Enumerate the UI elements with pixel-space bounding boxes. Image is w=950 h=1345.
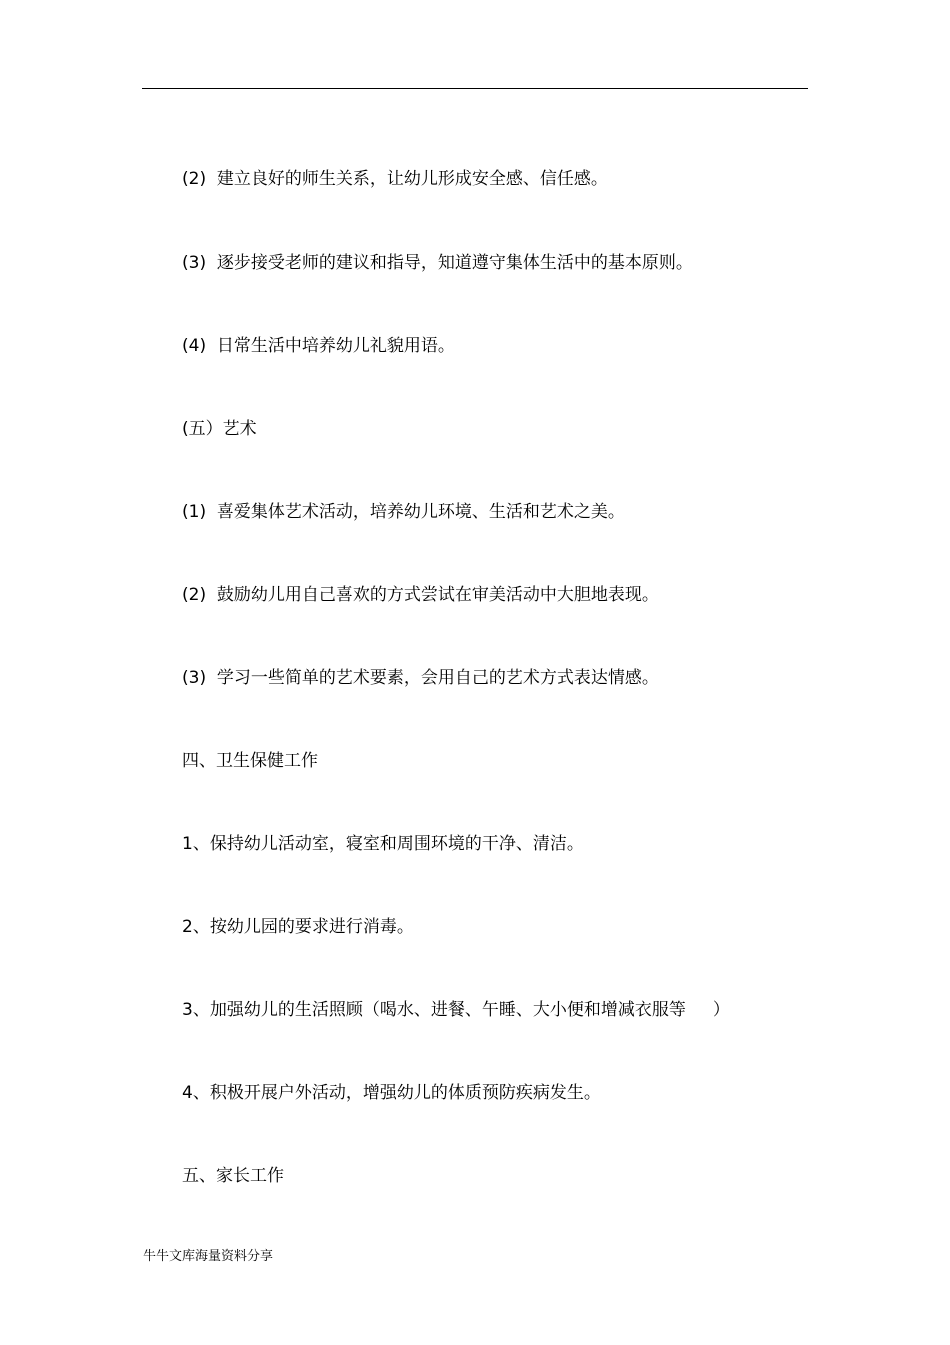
header-rule xyxy=(142,88,808,89)
paragraph-art-1: (1) 喜爱集体艺术活动，培养幼儿环境、生活和艺术之美。 xyxy=(182,502,625,522)
paragraph-health-1: 1、保持幼儿活动室，寝室和周围环境的干净、清洁。 xyxy=(182,834,584,854)
paragraph-art-3: (3) 学习一些简单的艺术要素，会用自己的艺术方式表达情感。 xyxy=(182,668,659,688)
section-heading-parents: 五、家长工作 xyxy=(182,1166,284,1186)
paragraph-health-3: 3、加强幼儿的生活照顾（喝水、进餐、午睡、大小便和增减衣服等 ） xyxy=(182,1000,730,1020)
paragraph-health-2: 2、按幼儿园的要求进行消毒。 xyxy=(182,917,414,937)
paragraph-health-4: 4、积极开展户外活动，增强幼儿的体质预防疾病发生。 xyxy=(182,1083,601,1103)
section-heading-health: 四、卫生保健工作 xyxy=(182,751,318,771)
footer-text: 牛牛文库海量资料分享 xyxy=(143,1249,274,1264)
paragraph-social-2: (2) 建立良好的师生关系，让幼儿形成安全感、信任感。 xyxy=(182,169,608,189)
section-heading-art: (五）艺术 xyxy=(182,419,257,439)
paragraph-social-3: (3) 逐步接受老师的建议和指导，知道遵守集体生活中的基本原则。 xyxy=(182,253,693,273)
paragraph-social-4: (4) 日常生活中培养幼儿礼貌用语。 xyxy=(182,336,455,356)
paragraph-art-2: (2) 鼓励幼儿用自己喜欢的方式尝试在审美活动中大胆地表现。 xyxy=(182,585,659,605)
